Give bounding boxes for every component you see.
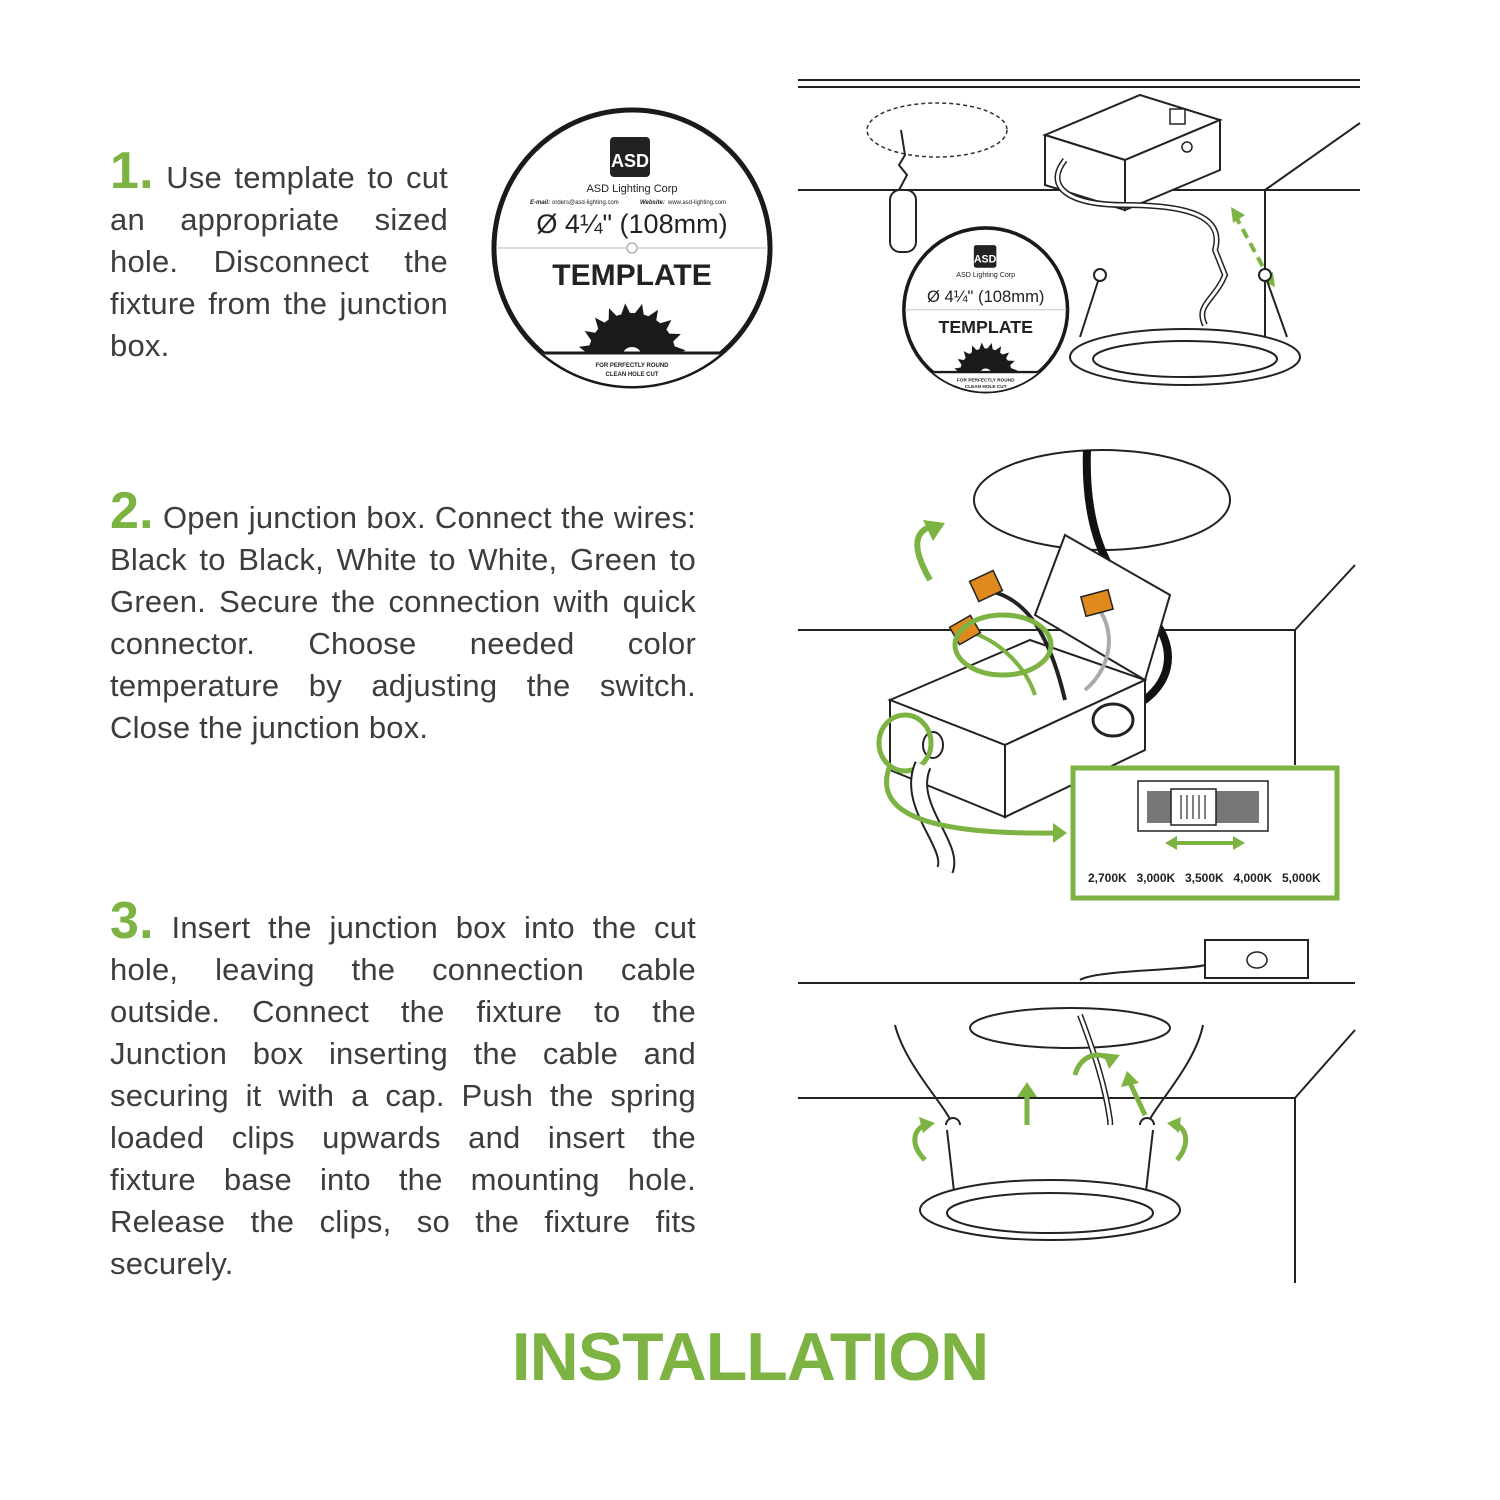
template-logo: ASD (610, 151, 650, 171)
recessed-fixture-icon (920, 1125, 1180, 1240)
svg-text:TEMPLATE: TEMPLATE (938, 316, 1033, 337)
svg-text:ASD Lighting Corp: ASD Lighting Corp (956, 271, 1016, 280)
step-1-number: 1. (110, 142, 154, 200)
cct-option-1: 3,000K (1136, 871, 1176, 885)
svg-text:FOR PERFECTLY ROUND: FOR PERFECTLY ROUND (956, 378, 1015, 384)
quick-connector-icon (970, 571, 1003, 602)
illustration-step-1 (795, 75, 1365, 405)
svg-text:E-mail:: E-mail: (530, 200, 551, 206)
illustration-step-3 (795, 935, 1365, 1290)
template-small (900, 225, 1072, 397)
footer-title: INSTALLATION (511, 1319, 989, 1395)
svg-text:Ø 4¼" (108mm): Ø 4¼" (108mm) (926, 287, 1045, 307)
template-large (490, 105, 775, 395)
step-3 (110, 892, 696, 1285)
svg-text:Website:: Website: (640, 200, 665, 206)
step-2 (110, 482, 696, 749)
step-3-number: 3. (110, 892, 154, 950)
svg-text:www.asd-lighting.com: www.asd-lighting.com (668, 200, 727, 206)
template-company: ASD Lighting Corp (586, 183, 678, 195)
cct-option-3: 4,000K (1233, 871, 1273, 885)
svg-text:FOR PERFECTLY ROUND: FOR PERFECTLY ROUND (595, 363, 669, 369)
cct-option-4: 5,000K (1282, 871, 1321, 885)
junction-box-icon (1205, 940, 1308, 978)
template-title: TEMPLATE (552, 259, 712, 292)
step-1-text: Use template to cut an appropriate sized hole. Disconnect the fixture from the junction box. (110, 160, 448, 363)
svg-text:orders@asd-lighting.com: orders@asd-lighting.com (552, 200, 619, 206)
step-2-number: 2. (110, 482, 154, 540)
template-small-logo: ASD (973, 253, 997, 266)
cct-option-0: 2,700K (1088, 871, 1127, 885)
illustration-step-2 (795, 445, 1365, 905)
step-3-text: Insert the junction box into the cut hole, leaving the connection cable outside. Connect the fixture to the Junction box inserting the cable and securing it with a cap. Push the spring loaded clips upwards and insert the fixture base into the mounting hole. Release the clips, so the fixture fits securely. (110, 910, 696, 1281)
svg-text:CLEAN HOLE CUT: CLEAN HOLE CUT (605, 372, 659, 378)
step-2-text: Open junction box. Connect the wires: Black to Black, White to White, Green to Green. Secure the connection with quick connector. Choose needed color temperature by adjusting the switch. Close the junction box. (110, 500, 696, 745)
cct-option-2: 3,500K (1185, 871, 1224, 885)
step-1 (110, 142, 448, 367)
svg-text:CLEAN HOLE CUT: CLEAN HOLE CUT (964, 385, 1007, 391)
template-size: Ø 4¼" (108mm) (536, 209, 728, 239)
